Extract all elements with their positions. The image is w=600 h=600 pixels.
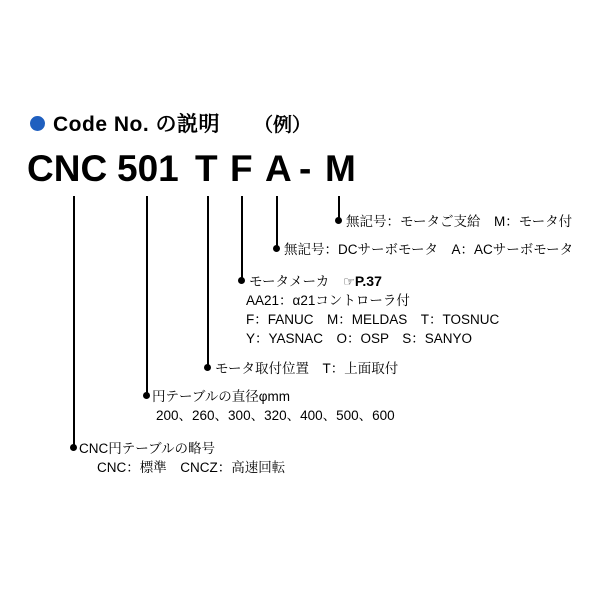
- leader-dot-table-diameter: [143, 392, 150, 399]
- code-segment-dash: -: [299, 148, 312, 189]
- code-segment-m: M: [325, 148, 356, 189]
- callout-servo-motor: [284, 240, 573, 259]
- code-segment-cnc: CNC: [27, 148, 108, 189]
- callout-mount-position: [215, 359, 398, 378]
- callout-table-diameter: [152, 387, 395, 425]
- leader-line-mount-position-vertical: [207, 196, 209, 368]
- leader-dot-mount-position: [204, 364, 211, 371]
- callout-motor-supply-line-1: 無記号：モータご支給 M：モータ付: [346, 214, 573, 229]
- reference-page-link[interactable]: P.37: [354, 273, 382, 289]
- leader-dot-table-code: [70, 444, 77, 451]
- leader-line-servo-motor-vertical: [276, 196, 278, 248]
- pointing-hand-icon: ☞: [343, 274, 355, 289]
- callout-motor-maker-line-1-row: [249, 272, 499, 291]
- callout-motor-maker-line-2-row: [246, 291, 499, 310]
- heading-example-label: （例）: [254, 114, 312, 136]
- callout-motor-maker-line-3: F：FANUC M：MELDAS T：TOSNUC: [246, 312, 500, 327]
- leader-dot-motor-maker: [238, 277, 245, 284]
- callout-mount-position-line-1: モータ取付位置 T：上面取付: [215, 361, 399, 376]
- leader-line-motor-maker-vertical: [241, 196, 243, 280]
- callout-motor-maker-line-1: モータメーカ: [249, 274, 330, 289]
- callout-motor-maker-line-4: Y：YASNAC O：OSP S：SANYO: [246, 331, 473, 346]
- callout-table-code-line-1: CNC円テーブルの略号: [79, 441, 216, 456]
- code-segment-t: T: [195, 148, 218, 189]
- page-title: Code No. の説明: [53, 113, 220, 136]
- callout-servo-motor-line-1: 無記号：DCサーボモータ A：ACサーボモータ: [284, 242, 574, 257]
- callout-table-diameter-line-1: 円テーブルの直径φmm: [152, 389, 291, 404]
- callout-motor-maker-line-2: AA21：α21コントローラ付: [246, 293, 410, 308]
- callout-table-code-line-2: CNC：標準 CNCZ：高速回転: [97, 460, 286, 475]
- leader-dot-servo-motor: [273, 245, 280, 252]
- page-heading: [30, 108, 311, 138]
- leader-line-table-code-vertical: [73, 196, 75, 448]
- callout-motor-maker: [246, 272, 500, 348]
- blue-dot-icon: [30, 116, 45, 131]
- code-segment-501: 501: [117, 148, 179, 189]
- callout-table-diameter-line-2: 200、260、300、320、400、500、600: [156, 408, 395, 423]
- code-segment-f: F: [230, 148, 253, 189]
- callout-table-code: [79, 439, 285, 477]
- leader-dot-motor-supply: [335, 217, 342, 224]
- callout-motor-supply: [346, 212, 572, 231]
- code-segment-a: A: [265, 148, 292, 189]
- leader-line-table-diameter-vertical: [146, 196, 148, 396]
